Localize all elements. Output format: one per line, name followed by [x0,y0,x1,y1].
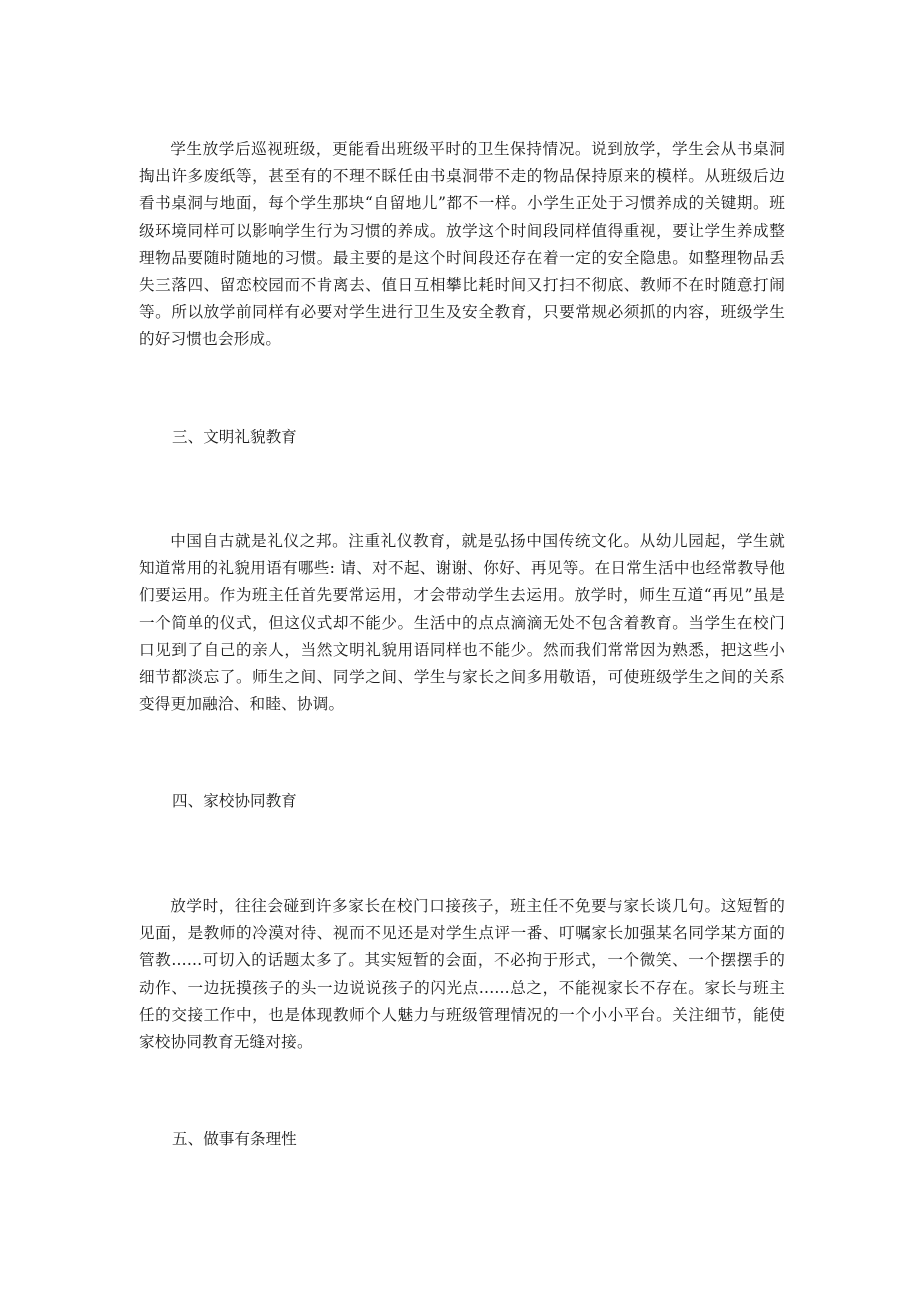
paragraph-after-school-inspection: 学生放学后巡视班级，更能看出班级平时的卫生保持情况。说到放学，学生会从书桌洞掏出许多废纸等，甚至有的不理不睬任由书桌洞带不走的物品保持原来的模样。从班级后边看书桌洞与地面，每个学生那块“自留地儿”都不一样。小学生正处于习惯养成的关键期。班级环境同样可以影响学生行为习惯的养成。放学这个时间段同样值得重视，要让学生养成整理物品要随时随地的习惯。最主要的是这个时间段还存在着一定的安全隐患。如整理物品丢失三落四、留恋校园而不肯离去、值日互相攀比耗时间又打扫不彻底、教师不在时随意打闹等。所以放学前同样有必要对学生进行卫生及安全教育，只要常规必须抓的内容，班级学生的好习惯也会形成。 [139,140,785,349]
section-heading-home-school-education: 四、家校协同教育 [172,792,297,810]
paragraph-courtesy-education: 中国自古就是礼仪之邦。注重礼仪教育，就是弘扬中国传统文化。从幼儿园起，学生就知道常用的礼貌用语有哪些: 请、对不起、谢谢、你好、再见等。在日常生活中也经常教导他们要运用。作为班主任首先要常运用，才会带动学生去运用。放学时，师生互道“再见”虽是一个简单的仪式，但这仪式却不能少。生活中的点点滴滴无处不包含着教育。当学生在校门口见到了自己的亲人，当然文明礼貌用语同样也不能少。然而我们常常因为熟悉，把这些小细节都淡忘了。师生之间、同学之间、学生与家长之间多用敬语，可使班级学生之间的关系变得更加融洽、和睦、协调。 [139,532,785,714]
section-heading-courtesy-education: 三、文明礼貌教育 [172,428,297,446]
paragraph-home-school-education: 放学时，往往会碰到许多家长在校门口接孩子，班主任不免要与家长谈几句。这短暂的见面，是教师的冷漠对待、视而不见还是对学生点评一番、叮嘱家长加强某名同学某方面的管教......可切入的话题太多了。其实短暂的会面，不必拘于形式，一个微笑、一个摆摆手的动作、一边抚摸孩子的头一边说说孩子的闪光点......总之，不能视家长不存在。家长与班主任的交接工作中，也是体现教师个人魅力与班级管理情况的一个小小平台。关注细节，能使家校协同教育无缝对接。 [139,897,785,1052]
section-heading-orderliness: 五、做事有条理性 [172,1130,297,1148]
